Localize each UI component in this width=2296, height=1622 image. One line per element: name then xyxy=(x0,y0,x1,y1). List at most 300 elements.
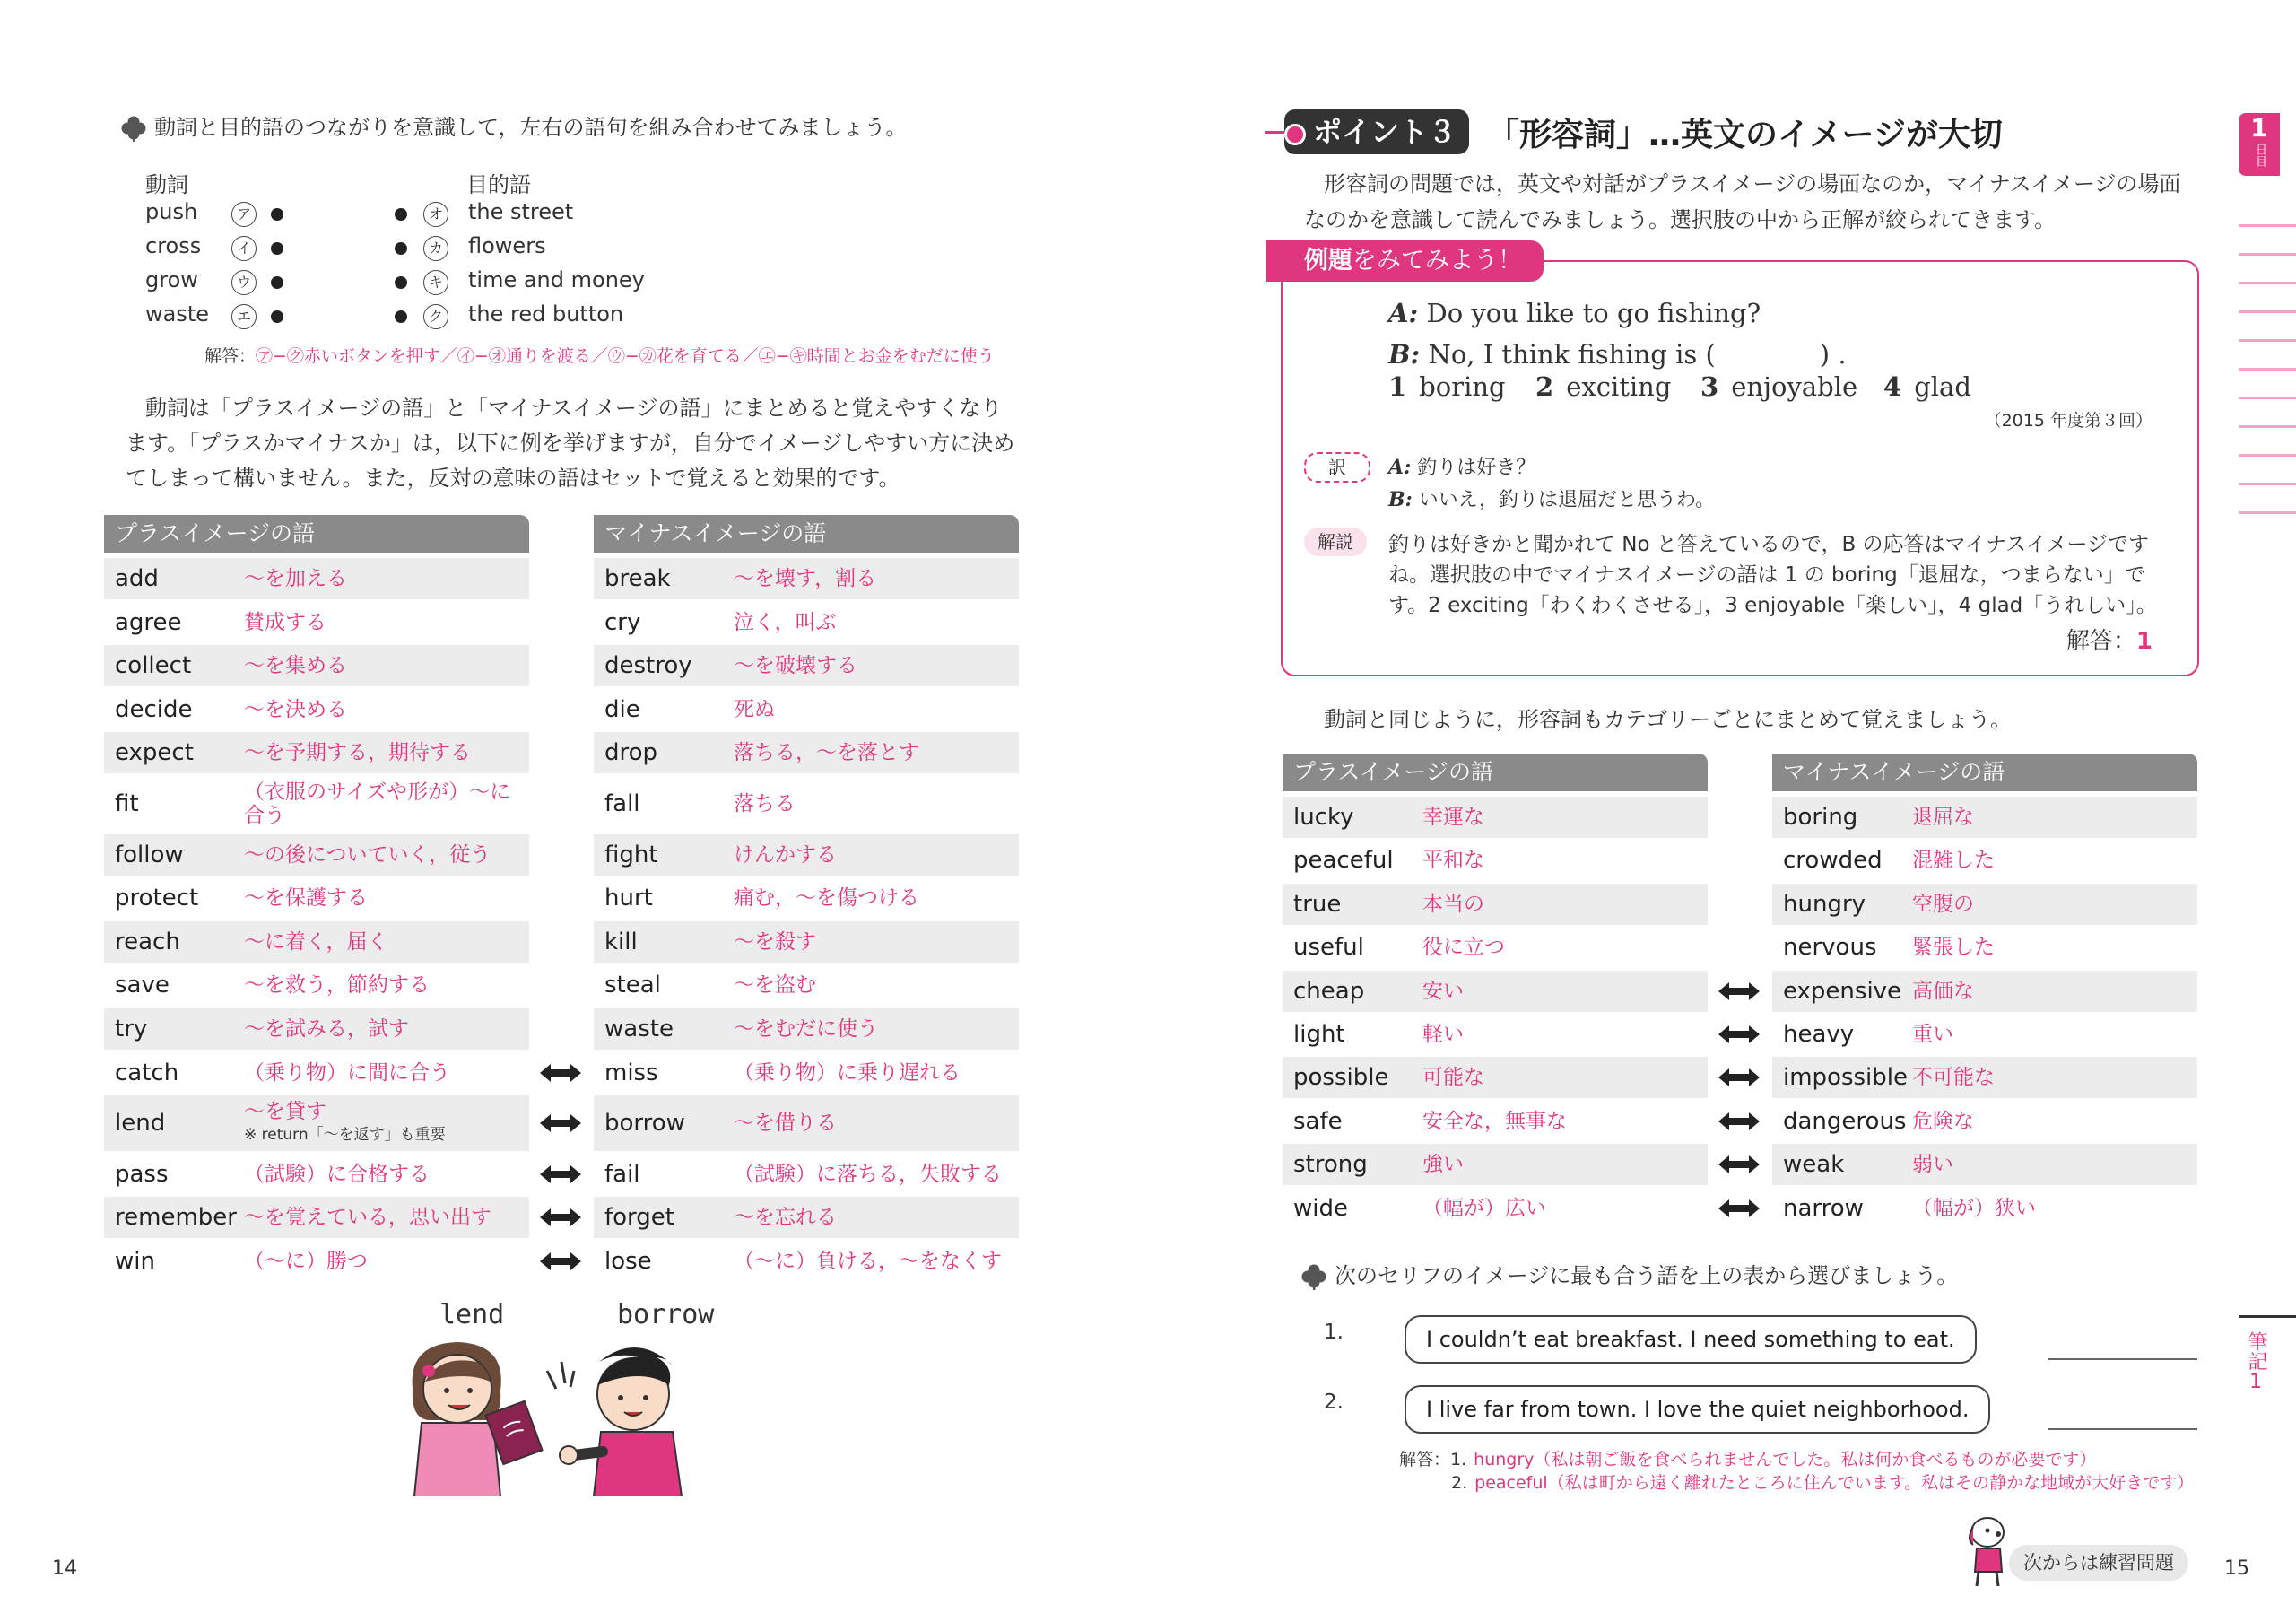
answer-gloss: （私は朝ご飯を食べられませんでした。私は何か食べるものが必要です） xyxy=(1534,1450,2097,1469)
example-tab-rest: をみてみよう！ xyxy=(1352,247,1522,275)
double-arrow-icon xyxy=(540,1208,581,1226)
plus-header: プラスイメージの語 xyxy=(104,515,529,553)
answer-text: ㋐−㋗赤いボタンを押す／㋑−㋔通りを渡る／㋒−㋕花を育てる／㋓−㋖時間とお金をむだに使う xyxy=(256,346,995,366)
object-mark: カ xyxy=(423,236,448,261)
minus-word: break xyxy=(604,565,671,592)
minus-word: hungry xyxy=(1783,890,1866,918)
explanation-line: 釣りは好きかと聞かれて No と答えているので，B の応答はマイナスイメージです xyxy=(1388,533,2149,556)
clover-icon xyxy=(120,115,147,142)
plus-row xyxy=(104,689,529,730)
plus-row xyxy=(1283,971,1708,1012)
speaker-b: B: xyxy=(1388,339,1421,370)
minus-row xyxy=(1772,1188,2197,1229)
plus-word: peaceful xyxy=(1293,847,1394,875)
plus-meaning xyxy=(244,1061,522,1085)
plus-meaning xyxy=(244,567,522,590)
plus-row xyxy=(104,921,529,963)
minus-row xyxy=(594,964,1019,1006)
plus-meaning xyxy=(244,741,522,764)
choice-word: exciting xyxy=(1566,371,1672,402)
plus-meaning xyxy=(1422,936,1700,959)
minus-meaning: 泣く，叫ぶ xyxy=(734,610,837,634)
plus-meaning xyxy=(244,654,522,677)
plus-row xyxy=(104,732,529,773)
example-answer-label: 解答： xyxy=(2066,628,2136,655)
point-title: 「形容詞」…英文のイメージが大切 xyxy=(1487,117,2003,153)
choice-number: 1 xyxy=(1388,371,1407,402)
minus-row xyxy=(1772,971,2197,1012)
plus-meaning-text: 軽い xyxy=(1422,1023,1464,1046)
minus-word: forget xyxy=(604,1204,674,1232)
plus-word: win xyxy=(115,1248,155,1275)
minus-word: miss xyxy=(604,1059,658,1086)
verb-header: 動詞 xyxy=(145,172,188,197)
minus-meaning: 弱い xyxy=(1912,1153,1953,1177)
minus-meaning: 落ちる xyxy=(734,792,796,815)
plus-row xyxy=(104,1095,529,1151)
minus-meaning: 〜を破壊する xyxy=(734,654,857,678)
plus-row xyxy=(1283,1014,1708,1055)
point-dot xyxy=(1284,124,1306,145)
plus-meaning-text: 〜を集める xyxy=(244,654,347,678)
plus-word: useful xyxy=(1293,934,1364,962)
object-mark: キ xyxy=(423,270,448,295)
minus-word: dangerous xyxy=(1783,1107,1907,1135)
choice-number: 2 xyxy=(1535,371,1554,402)
plus-meaning-text: 〜を保護する xyxy=(244,886,368,911)
plus-meaning xyxy=(244,886,522,910)
adj-plus-header: プラスイメージの語 xyxy=(1283,754,1708,791)
object-mark: オ xyxy=(423,202,448,227)
minus-word: lose xyxy=(604,1248,652,1275)
plus-meaning xyxy=(244,930,522,954)
verb-dot[interactable] xyxy=(271,242,283,255)
double-arrow-icon xyxy=(1718,982,1760,1000)
object-header: 目的語 xyxy=(466,172,531,197)
plus-word: catch xyxy=(115,1059,179,1086)
choice-option[interactable] xyxy=(1535,371,1671,402)
minus-meaning: （試験）に落ちる，失敗する xyxy=(734,1162,1002,1186)
plus-meaning xyxy=(1422,849,1700,872)
plus-meaning-text: 可能な xyxy=(1422,1066,1484,1090)
question-b-text: No, I think fishing is ( ) . xyxy=(1428,339,1847,370)
plus-meaning-text: 平和な xyxy=(1422,849,1484,873)
plus-meaning xyxy=(244,780,522,827)
double-arrow-icon xyxy=(1718,1068,1760,1086)
minus-row xyxy=(594,1052,1019,1094)
minus-meaning: 緊張した xyxy=(1912,936,1995,960)
adjective-lead: 動詞と同じように，形容詞もカテゴリーごとにまとめて覚えましょう。 xyxy=(1324,707,2013,732)
question-a xyxy=(1388,298,1761,328)
plus-row xyxy=(104,964,529,1006)
plus-row xyxy=(1283,1144,1708,1185)
plus-meaning xyxy=(1422,806,1700,829)
minus-meaning: 〜を借りる xyxy=(734,1112,837,1136)
plus-word: try xyxy=(115,1016,148,1042)
plus-meaning-text: 安全な，無事な xyxy=(1422,1109,1567,1133)
minus-meaning: 高価な xyxy=(1912,979,1974,1003)
point-label: ポイント３ xyxy=(1312,115,1457,149)
object-phrase: flowers xyxy=(468,233,546,258)
page-number-left: 14 xyxy=(52,1557,77,1580)
minus-row xyxy=(1772,797,2197,838)
translation-a xyxy=(1388,452,1535,480)
plus-meaning-text: 〜に着く，届く xyxy=(244,929,388,954)
trans-speaker-b: B: xyxy=(1388,488,1413,511)
dog-mascot-icon xyxy=(1961,1513,2014,1588)
object-dot[interactable] xyxy=(395,242,407,255)
note-tab-line xyxy=(2239,1315,2296,1318)
minus-row xyxy=(594,1008,1019,1050)
clover-icon xyxy=(1300,1263,1327,1290)
minus-row xyxy=(594,645,1019,686)
double-arrow-icon xyxy=(1718,1025,1760,1043)
meaning-note: ※ return「〜を返す」も重要 xyxy=(244,1126,446,1145)
plus-meaning xyxy=(1422,893,1700,916)
minus-meaning: 落ちる，〜を落とす xyxy=(734,741,919,765)
minus-word: die xyxy=(604,695,640,723)
minus-row xyxy=(1772,927,2197,968)
page-number-right: 15 xyxy=(2224,1557,2249,1580)
plus-row xyxy=(1283,1101,1708,1142)
note-tab[interactable] xyxy=(2242,1331,2269,1394)
minus-meaning: 〜を忘れる xyxy=(734,1206,837,1230)
minus-row xyxy=(1772,1144,2197,1185)
choice-option[interactable] xyxy=(1388,371,1506,402)
plus-meaning xyxy=(244,1250,522,1273)
answer-blank[interactable] xyxy=(2048,1358,2197,1360)
minus-word: hurt xyxy=(604,885,653,912)
double-arrow-icon xyxy=(1718,1112,1760,1130)
explanation-label: 解説 xyxy=(1304,528,1367,556)
trans-speaker-a: A: xyxy=(1388,456,1412,479)
matching-instruction xyxy=(120,109,908,142)
minus-word: fall xyxy=(604,790,640,817)
plus-meaning-text: 〜を試みる，試す xyxy=(244,1017,409,1041)
speech-bubble: I couldn’t eat breakfast. I need something to eat. xyxy=(1405,1315,1977,1364)
plus-row xyxy=(1283,840,1708,881)
plus-meaning-text: （〜に）勝つ xyxy=(244,1250,368,1273)
plus-row xyxy=(1283,1188,1708,1229)
object-phrase: the red button xyxy=(468,301,624,327)
explanation-line: す。2 exciting「わくわくさせる」，3 enjoyable「楽しい」，4 glad「うれしい」。 xyxy=(1388,594,2157,617)
double-arrow-icon xyxy=(540,1064,581,1082)
day-tab-number: 1 xyxy=(2250,113,2268,143)
plus-meaning xyxy=(244,1017,522,1041)
plus-word: protect xyxy=(115,885,199,912)
minus-word: narrow xyxy=(1783,1194,1864,1222)
plus-meaning-text: 安い xyxy=(1422,979,1464,1003)
minus-word: waste xyxy=(604,1016,674,1042)
minus-row xyxy=(594,877,1019,919)
choice-word: glad xyxy=(1914,371,1971,402)
plus-meaning-text: 強い xyxy=(1422,1153,1464,1177)
plus-row xyxy=(104,776,529,832)
minus-meaning: 不可能な xyxy=(1912,1066,1995,1090)
minus-row xyxy=(594,1197,1019,1238)
minus-word: drop xyxy=(604,739,658,767)
question-a-text: Do you like to go fishing? xyxy=(1426,298,1761,328)
choice-number: 4 xyxy=(1883,371,1902,402)
plus-meaning xyxy=(244,1163,522,1186)
lend-borrow-illustration xyxy=(395,1335,726,1496)
plus-row xyxy=(104,1008,529,1050)
double-arrow-icon xyxy=(540,1114,581,1132)
exercise-answer xyxy=(1399,1446,2096,1470)
minus-row xyxy=(594,1095,1019,1151)
translation-label: 訳 xyxy=(1304,452,1370,483)
minus-word: cry xyxy=(604,608,641,636)
explanation-line: ね。選択肢の中でマイナスイメージの語は 1 の boring「退屈な，つまらない」で xyxy=(1388,563,2145,587)
exercise-number: 2. xyxy=(1324,1391,1344,1414)
next-practice-button[interactable]: 次からは練習問題 xyxy=(2009,1545,2188,1581)
verb-word: waste xyxy=(145,301,210,327)
answer-word: peaceful xyxy=(1474,1473,1548,1493)
minus-row xyxy=(594,602,1019,643)
speaker-a: A: xyxy=(1388,298,1419,328)
paragraph-line: てしまって構いません。また，反対の意味の語はセットで覚えると効果的です。 xyxy=(126,466,900,491)
object-dot[interactable] xyxy=(395,310,407,323)
translation-a-text: 釣りは好き？ xyxy=(1417,457,1536,479)
exercise-instruction-text: 次のセリフのイメージに最も合う語を上の表から選びましょう。 xyxy=(1335,1263,1959,1288)
plus-word: cheap xyxy=(1293,977,1365,1005)
plus-row xyxy=(104,834,529,876)
plus-word: lend xyxy=(115,1110,166,1138)
verb-mark: ウ xyxy=(231,270,257,295)
question-b xyxy=(1388,335,1847,371)
plus-word: possible xyxy=(1293,1064,1389,1092)
plus-meaning-text: 〜を決める xyxy=(244,697,347,721)
plus-word: lucky xyxy=(1293,804,1354,831)
object-phrase: the street xyxy=(468,199,574,224)
plus-meaning-text: 〜を覚えている，思い出す xyxy=(244,1206,491,1230)
choice-word: boring xyxy=(1419,371,1506,402)
minus-row xyxy=(1772,1057,2197,1098)
plus-meaning-text: （試験）に合格する xyxy=(244,1162,430,1186)
plus-word: light xyxy=(1293,1021,1345,1048)
choice-number: 3 xyxy=(1700,371,1719,402)
instruction-text: 動詞と目的語のつながりを意識して，左右の語句を組み合わせてみましょう。 xyxy=(154,115,908,140)
minus-row xyxy=(594,776,1019,832)
plus-meaning-text: 幸運な xyxy=(1422,806,1484,829)
plus-row xyxy=(104,558,529,599)
double-arrow-icon xyxy=(540,1252,581,1270)
minus-meaning: （幅が）狭い xyxy=(1912,1196,2036,1220)
plus-meaning-text: 役に立つ xyxy=(1422,936,1505,960)
double-arrow-icon xyxy=(540,1165,581,1183)
plus-meaning xyxy=(1422,1153,1700,1176)
minus-word: crowded xyxy=(1783,847,1883,875)
verb-word: grow xyxy=(145,267,198,292)
plus-meaning xyxy=(244,1206,522,1229)
minus-meaning: 危険な xyxy=(1912,1109,1974,1133)
plus-word: add xyxy=(115,565,159,592)
plus-word: save xyxy=(115,972,170,999)
plus-word: collect xyxy=(115,652,192,680)
plus-row xyxy=(104,1052,529,1094)
day-tab[interactable] xyxy=(2239,113,2280,176)
paragraph-line: ます。「プラスかマイナスか」は，以下に例を挙げますが，自分でイメージしやすい方に決め xyxy=(126,431,1015,456)
minus-meaning: 〜を盗む xyxy=(734,973,816,998)
matching-answer xyxy=(204,343,995,367)
plus-row xyxy=(1283,884,1708,925)
plus-meaning xyxy=(244,1100,522,1147)
plus-row xyxy=(104,1154,529,1195)
plus-meaning-text: 〜を加える xyxy=(244,567,347,590)
plus-word: reach xyxy=(115,928,180,955)
minus-row xyxy=(1772,1101,2197,1142)
plus-meaning-text: （乗り物）に間に合う xyxy=(244,1060,450,1085)
minus-meaning: （〜に）負ける，〜をなくす xyxy=(734,1250,1002,1273)
verb-dot[interactable] xyxy=(271,276,283,289)
answer-label: 解答： xyxy=(1399,1450,1451,1469)
object-phrase: time and money xyxy=(468,267,645,292)
verb-word: push xyxy=(145,199,198,224)
minus-word: nervous xyxy=(1783,934,1877,962)
plus-word: follow xyxy=(115,841,184,868)
plus-word: fit xyxy=(115,790,139,817)
plus-word: expect xyxy=(115,739,194,767)
answer-gloss: （私は町から遠く離れたところに住んでいます。私はその静かな地域が大好きです） xyxy=(1547,1473,2195,1493)
plus-row xyxy=(104,877,529,919)
minus-meaning: （乗り物）に乗り遅れる xyxy=(734,1060,961,1085)
minus-word: kill xyxy=(604,928,638,955)
minus-meaning: 〜をむだに使う xyxy=(734,1017,878,1041)
minus-meaning: 重い xyxy=(1912,1023,1953,1046)
adj-minus-header: マイナスイメージの語 xyxy=(1772,754,2197,791)
intro-line: なのかを意識して読んでみましょう。選択肢の中から正解が絞られてきます。 xyxy=(1304,207,2057,232)
example-tab-bold: 例題 xyxy=(1304,247,1352,275)
minus-word: boring xyxy=(1783,804,1858,831)
plus-meaning-text: 〜を予期する，期待する xyxy=(244,741,471,765)
example-answer-value: 1 xyxy=(2135,628,2152,655)
plus-meaning xyxy=(1422,1023,1700,1046)
exercise-answer xyxy=(1451,1469,2194,1494)
plus-meaning xyxy=(1422,1197,1700,1220)
plus-row xyxy=(104,1241,529,1282)
plus-row xyxy=(104,1197,529,1238)
plus-row xyxy=(1283,797,1708,838)
answer-number: 1. xyxy=(1450,1450,1467,1469)
minus-word: heavy xyxy=(1783,1021,1855,1048)
plus-word: true xyxy=(1293,890,1342,918)
plus-meaning-text: 〜の後についていく，従う xyxy=(244,842,491,867)
minus-word: steal xyxy=(604,972,661,999)
object-mark: ク xyxy=(423,304,448,329)
example-answer xyxy=(2066,623,2152,656)
minus-row xyxy=(594,689,1019,730)
choice-word: enjoyable xyxy=(1731,371,1858,402)
double-arrow-icon xyxy=(1718,1199,1760,1217)
plus-meaning xyxy=(244,611,522,634)
verb-mark: イ xyxy=(231,236,257,261)
answer-number: 2. xyxy=(1451,1473,1468,1493)
plus-word: wide xyxy=(1293,1194,1348,1222)
note-tab-number: 1 xyxy=(2249,1371,2262,1393)
plus-meaning-text: （衣服のサイズや形が）〜に合う xyxy=(244,780,511,827)
minus-word: impossible xyxy=(1783,1064,1909,1092)
plus-meaning xyxy=(244,843,522,867)
choice-option[interactable] xyxy=(1883,371,1971,402)
minus-row xyxy=(594,1154,1019,1195)
verb-dot[interactable] xyxy=(271,208,283,221)
plus-word: safe xyxy=(1293,1107,1343,1135)
minus-meaning: 空腹の xyxy=(1912,892,1974,916)
minus-row xyxy=(594,834,1019,876)
minus-word: fail xyxy=(604,1160,640,1188)
verb-mark: エ xyxy=(231,304,257,329)
speech-bubble: I live far from town. I love the quiet neighborhood. xyxy=(1405,1385,1990,1434)
verb-mark: ア xyxy=(231,202,257,227)
translation-b xyxy=(1388,484,1715,512)
note-tab-label: 筆記 xyxy=(2245,1331,2267,1371)
plus-word: agree xyxy=(115,608,182,636)
plus-word: remember xyxy=(115,1204,237,1232)
plus-row xyxy=(104,602,529,643)
minus-meaning: 〜を殺す xyxy=(734,929,816,954)
plus-row xyxy=(1283,927,1708,968)
minus-word: destroy xyxy=(604,652,692,680)
paragraph-line: 動詞は「プラスイメージの語」と「マイナスイメージの語」にまとめると覚えやすくなり xyxy=(145,396,1003,421)
plus-row xyxy=(104,645,529,686)
plus-row xyxy=(1283,1057,1708,1098)
plus-meaning-text: （幅が）広い xyxy=(1422,1196,1546,1220)
plus-meaning xyxy=(244,973,522,997)
double-arrow-icon xyxy=(1718,1155,1760,1173)
minus-row xyxy=(594,732,1019,773)
plus-meaning xyxy=(1422,1110,1700,1133)
minus-meaning: 退屈な xyxy=(1912,806,1974,829)
minus-word: borrow xyxy=(604,1110,685,1138)
minus-header: マイナスイメージの語 xyxy=(594,515,1019,553)
exercise-number: 1. xyxy=(1324,1321,1344,1344)
minus-meaning: 死ぬ xyxy=(734,697,775,721)
object-dot[interactable] xyxy=(395,276,407,289)
plus-word: decide xyxy=(115,695,193,723)
plus-meaning xyxy=(1422,1066,1700,1089)
minus-word: expensive xyxy=(1783,977,1902,1005)
plus-meaning xyxy=(244,698,522,721)
answer-label: 解答： xyxy=(204,346,257,366)
day-tab-unit: 日目 xyxy=(2253,144,2266,167)
point-badge xyxy=(1284,109,1469,154)
plus-meaning-text: 〜を救う，節約する xyxy=(244,973,430,998)
plus-word: strong xyxy=(1293,1151,1368,1179)
borrow-caption: borrow xyxy=(617,1299,715,1330)
verb-word: cross xyxy=(145,233,202,258)
plus-meaning-text: 〜を貸す xyxy=(244,1100,326,1124)
minus-meaning: 〜を壊す，割る xyxy=(734,567,877,590)
translation-b-text: いいえ，釣りは退屈だと思うわ。 xyxy=(1418,489,1716,511)
minus-meaning: けんかする xyxy=(734,842,837,867)
minus-meaning: 混雑した xyxy=(1912,849,1995,873)
minus-row xyxy=(594,558,1019,599)
minus-row xyxy=(1772,884,2197,925)
answer-blank[interactable] xyxy=(2048,1428,2197,1430)
question-source: （2015 年度第３回） xyxy=(1984,411,2152,431)
minus-row xyxy=(1772,1014,2197,1055)
minus-word: fight xyxy=(604,841,658,868)
plus-meaning xyxy=(1422,980,1700,1003)
plus-meaning-text: 本当の xyxy=(1422,892,1484,916)
verb-dot[interactable] xyxy=(271,310,283,323)
choice-option[interactable] xyxy=(1700,371,1857,402)
minus-row xyxy=(594,1241,1019,1282)
object-dot[interactable] xyxy=(395,208,407,221)
minus-row xyxy=(1772,840,2197,881)
plus-word: pass xyxy=(115,1160,169,1188)
plus-meaning-text: 賛成する xyxy=(244,610,326,634)
